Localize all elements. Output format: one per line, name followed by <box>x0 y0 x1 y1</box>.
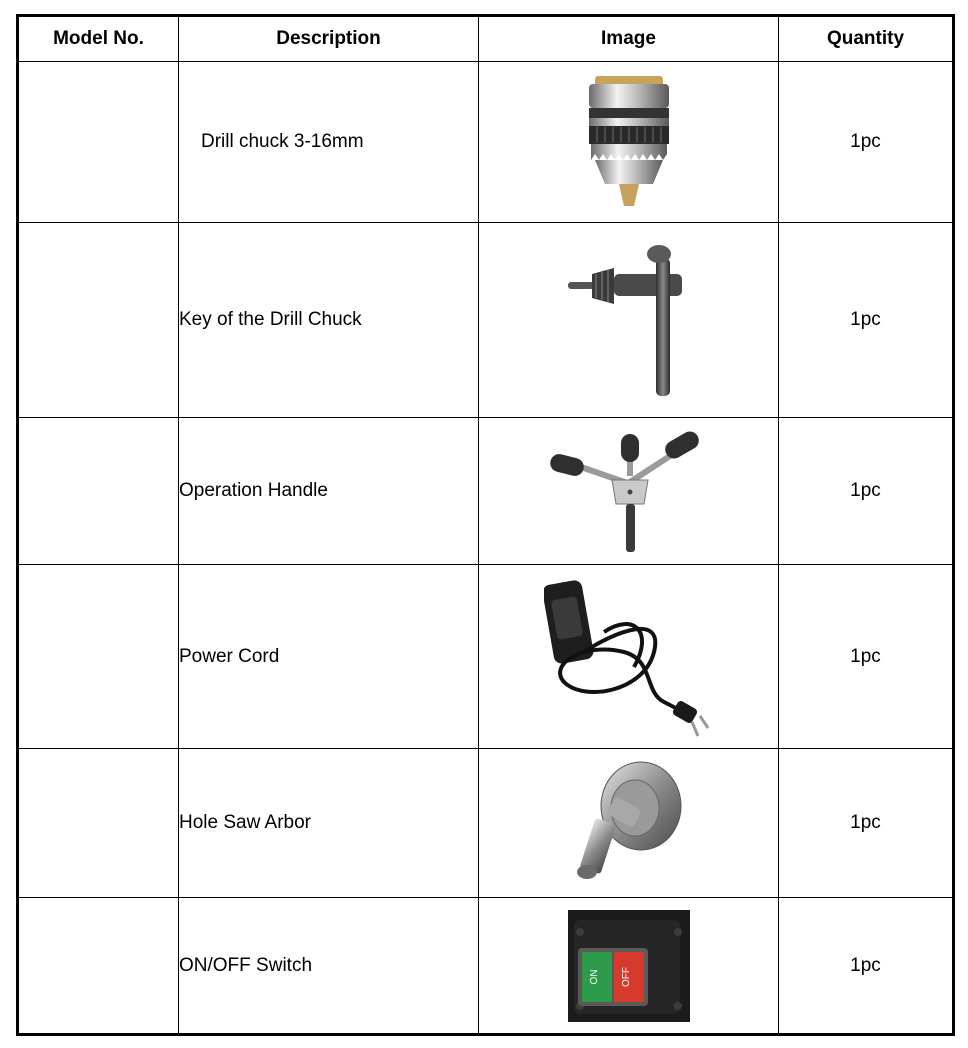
header-quantity: Quantity <box>779 16 954 62</box>
table-row <box>18 62 954 223</box>
image-cell <box>479 223 779 418</box>
description-cell: Key of the Drill Chuck <box>179 223 479 418</box>
quantity-cell: 1pc <box>779 62 954 223</box>
description-cell: Power Cord <box>179 565 479 749</box>
header-model-no: Model No. <box>18 16 179 62</box>
table-row <box>18 223 954 418</box>
description-cell: Operation Handle <box>179 418 479 565</box>
header-image: Image <box>479 16 779 62</box>
on-off-switch-icon <box>568 910 690 1022</box>
quantity-cell: 1pc <box>779 749 954 898</box>
image-cell <box>479 898 779 1035</box>
hole-saw-arbor-icon <box>569 758 689 888</box>
image-cell <box>479 62 779 223</box>
quantity-cell: 1pc <box>779 565 954 749</box>
model-cell <box>18 565 179 749</box>
description-cell: Hole Saw Arbor <box>179 749 479 898</box>
model-cell <box>18 898 179 1035</box>
model-cell <box>18 223 179 418</box>
image-cell <box>479 749 779 898</box>
description-cell: Drill chuck 3-16mm <box>179 62 479 223</box>
parts-list-table <box>16 14 955 1036</box>
switch-off-label: OFF <box>620 966 632 987</box>
quantity-cell: 1pc <box>779 223 954 418</box>
quantity-cell: 1pc <box>779 898 954 1035</box>
operation-handle-icon <box>544 426 714 556</box>
quantity-cell: 1pc <box>779 418 954 565</box>
table-row <box>18 898 954 1035</box>
model-cell <box>18 749 179 898</box>
header-row <box>18 16 954 62</box>
table-row <box>18 565 954 749</box>
power-cord-icon <box>544 572 714 742</box>
model-cell <box>18 62 179 223</box>
switch-on-label: ON <box>588 969 600 984</box>
chuck-key-icon <box>564 240 694 400</box>
header-description: Description <box>179 16 479 62</box>
drill-chuck-icon <box>579 72 679 212</box>
description-cell: ON/OFF Switch <box>179 898 479 1035</box>
image-cell <box>479 418 779 565</box>
image-cell <box>479 565 779 749</box>
model-cell <box>18 418 179 565</box>
table-row <box>18 418 954 565</box>
table-row <box>18 749 954 898</box>
